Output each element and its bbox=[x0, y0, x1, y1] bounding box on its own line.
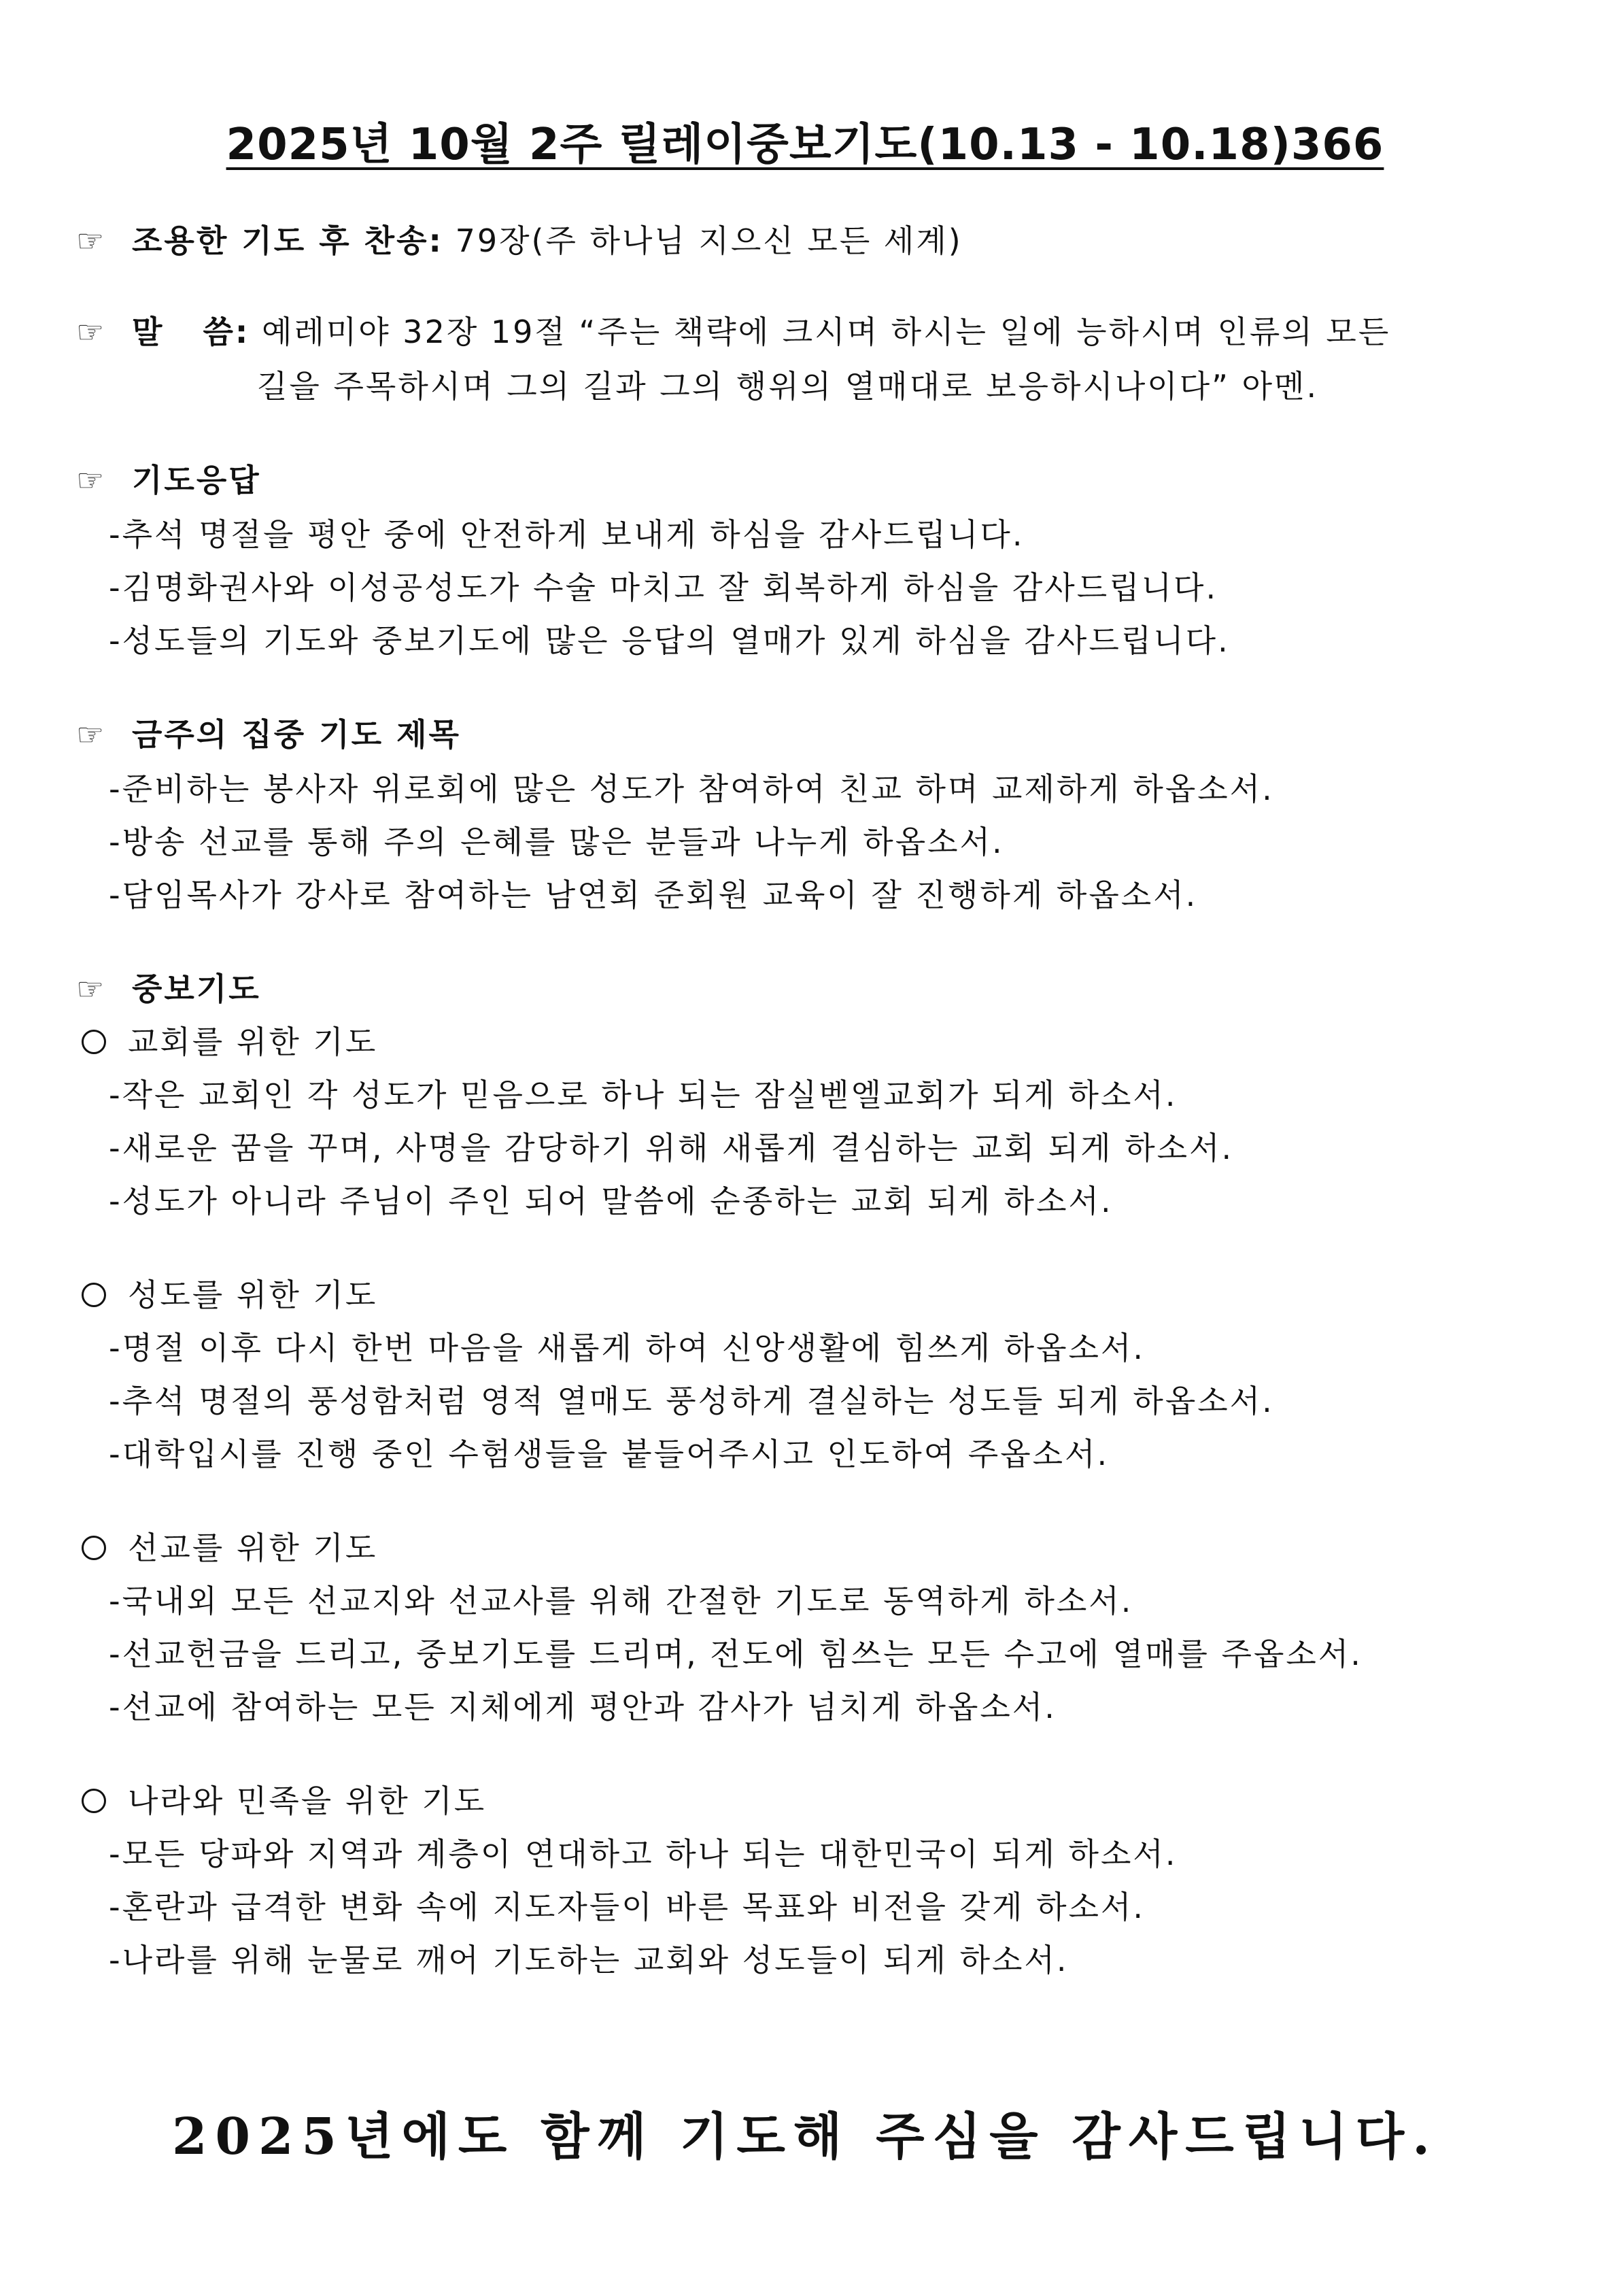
list-item: -새로운 꿈을 꾸며, 사명을 감당하기 위해 새롭게 결심하는 교회 되게 하소서. bbox=[109, 1130, 1234, 1166]
scripture-line-1 bbox=[76, 311, 1390, 352]
list-item: -모든 당파와 지역과 계층이 연대하고 하나 되는 대한민국이 되게 하소서. bbox=[109, 1836, 1178, 1872]
closing-message: 2025년에도 함께 기도해 주심을 감사드립니다. bbox=[172, 2108, 1438, 2166]
pointing-hand-icon: ☞ bbox=[76, 716, 107, 753]
group-title-mission: 선교를 위한 기도 bbox=[76, 1527, 377, 1568]
list-item: -성도가 아니라 주님이 주인 되어 말씀에 순종하는 교회 되게 하소서. bbox=[109, 1183, 1113, 1219]
list-item: -선교헌금을 드리고, 중보기도를 드리며, 전도에 힘쓰는 모든 수고에 열매를 주옵소서. bbox=[109, 1636, 1363, 1672]
list-item: -명절 이후 다시 한번 마음을 새롭게 하여 신앙생활에 힘쓰게 하옵소서. bbox=[109, 1330, 1146, 1366]
pointing-hand-icon: ☞ bbox=[76, 462, 107, 499]
list-item: -추석 명절의 풍성함처럼 영적 열매도 풍성하게 결실하는 성도들 되게 하옵소서. bbox=[109, 1383, 1274, 1419]
intercession-heading: ☞ 중보기도 bbox=[76, 968, 261, 1009]
circle-icon bbox=[82, 1789, 106, 1813]
scripture-text-1: 예레미야 32장 19절 “주는 책략에 크시며 하시는 일에 능하시며 인류의 모든 bbox=[261, 314, 1391, 350]
pointing-hand-icon: ☞ bbox=[76, 970, 107, 1007]
circle-icon bbox=[82, 1283, 106, 1307]
list-item: -나라를 위해 눈물로 깨어 기도하는 교회와 성도들이 되게 하소서. bbox=[109, 1942, 1069, 1978]
focus-heading: ☞ 금주의 집중 기도 제목 bbox=[76, 714, 461, 755]
list-item: -방송 선교를 통해 주의 은혜를 많은 분들과 나누게 하옵소서. bbox=[109, 824, 1004, 860]
pointing-hand-icon: ☞ bbox=[76, 314, 107, 350]
list-item: -작은 교회인 각 성도가 믿음으로 하나 되는 잠실벧엘교회가 되게 하소서. bbox=[109, 1077, 1178, 1113]
answered-heading: ☞ 기도응답 bbox=[76, 460, 261, 501]
circle-icon bbox=[82, 1536, 106, 1560]
list-item: -준비하는 봉사자 위로회에 많은 성도가 참여하여 친교 하며 교제하게 하옵소서. bbox=[109, 771, 1274, 807]
list-item: -추석 명절을 평안 중에 안전하게 보내게 하심을 감사드립니다. bbox=[109, 516, 1025, 553]
list-item: -김명화권사와 이성공성도가 수술 마치고 잘 회복하게 하심을 감사드립니다. bbox=[109, 569, 1218, 606]
list-item: -성도들의 기도와 중보기도에 많은 응답의 열매가 있게 하심을 감사드립니다. bbox=[109, 622, 1230, 659]
scripture-text-2: 길을 주목하시며 그의 길과 그의 행위의 열매대로 보응하시나이다” 아멘. bbox=[257, 368, 1319, 405]
hymn-label: 조용한 기도 후 찬송: bbox=[132, 222, 443, 259]
hymn-line bbox=[76, 220, 963, 261]
list-item: -국내외 모든 선교지와 선교사를 위해 간절한 기도로 동역하게 하소서. bbox=[109, 1583, 1133, 1619]
group-title-church: 교회를 위한 기도 bbox=[76, 1022, 377, 1062]
list-item: -선교에 참여하는 모든 지체에게 평안과 감사가 넘치게 하옵소서. bbox=[109, 1689, 1057, 1725]
group-title-saints: 성도를 위한 기도 bbox=[76, 1274, 377, 1315]
group-title-nation: 나라와 민족을 위한 기도 bbox=[76, 1780, 486, 1821]
list-item: -혼란과 급격한 변화 속에 지도자들이 바른 목표와 비전을 갖게 하소서. bbox=[109, 1889, 1146, 1925]
scripture-line-2 bbox=[257, 366, 1318, 407]
pointing-hand-icon: ☞ bbox=[76, 222, 107, 259]
scripture-label: 말 씀: bbox=[132, 314, 250, 350]
page-title: 2025년 10월 2주 릴레이중보기도(10.13 - 10.18)366 bbox=[226, 120, 1384, 170]
circle-icon bbox=[82, 1030, 106, 1054]
list-item: -담임목사가 강사로 참여하는 남연회 준회원 교육이 잘 진행하게 하옵소서. bbox=[109, 877, 1198, 913]
list-item: -대학입시를 진행 중인 수험생들을 붙들어주시고 인도하여 주옵소서. bbox=[109, 1436, 1110, 1472]
hymn-text: 79장(주 하나님 지으신 모든 세계) bbox=[455, 222, 963, 259]
